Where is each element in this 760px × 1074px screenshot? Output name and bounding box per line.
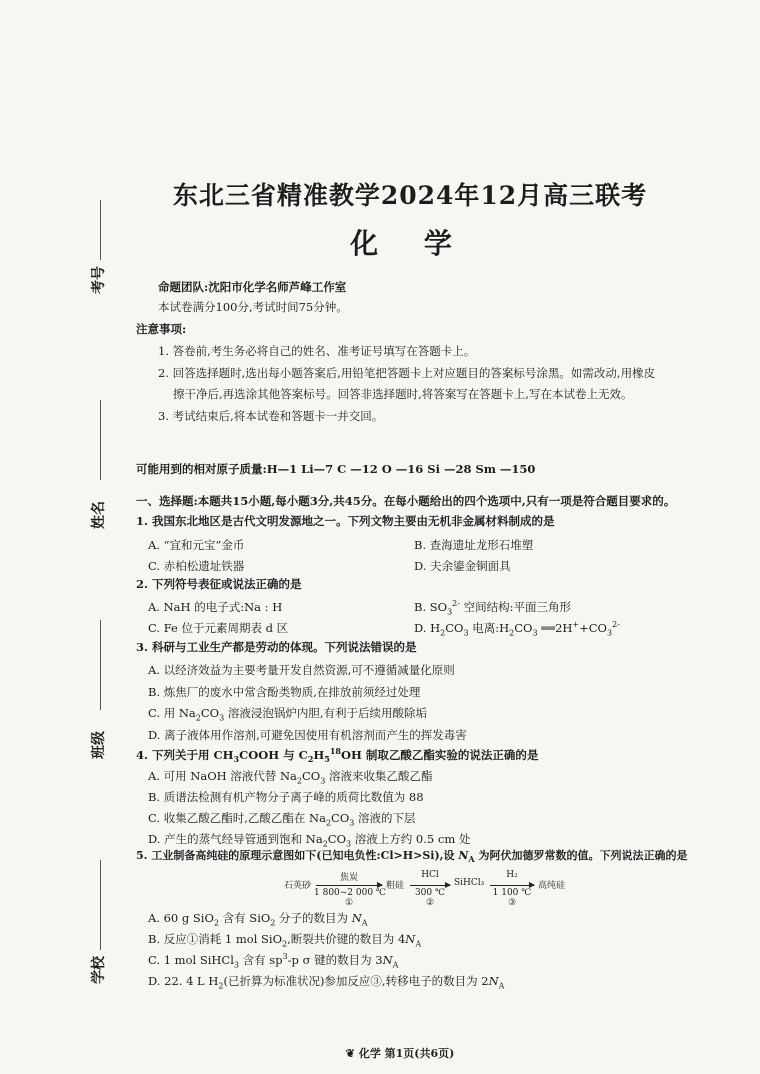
note-2a: 2. 回答选择题时,选出每小题答案后,用铅笔把答题卡上对应题目的答案标号涂黑。如需改动,用橡皮 bbox=[158, 366, 656, 380]
q2-option-b: B. $SO_3^{2-}$ 空间结构:平面三角形 bbox=[414, 599, 571, 617]
q1-option-d: D. 夫余鎏金铜面具 bbox=[414, 559, 511, 573]
section-heading: 一、选择题:本题共15小题,每小题3分,共45分。在每小题给出的四个选项中,只有一项是符合题目要求的。 bbox=[136, 494, 676, 508]
q3-option-a: A. 以经济效益为主要考量开发自然资源,可不遵循减量化原则 bbox=[148, 663, 455, 677]
page-footer bbox=[0, 1045, 760, 1061]
q5-option-c: C. 1 mol SiHCl$_3$ 含有 $sp^3-p$ σ 键的数目为 $3N_A$ bbox=[148, 952, 399, 970]
note-2b: 擦干净后,再选涂其他答案标号。回答非选择题时,将答案写在答题卡上,写在本试卷上无效。 bbox=[173, 387, 633, 401]
flow-arrow-3 bbox=[490, 885, 534, 886]
flow-arrow-1 bbox=[316, 885, 382, 886]
side-label-class: 班级 bbox=[91, 731, 107, 759]
q3-option-b: B. 炼焦厂的废水中常含酚类物质,在排放前须经过处理 bbox=[148, 685, 421, 699]
author-team: 命题团队:沈阳市化学名师芦峰工作室 bbox=[158, 280, 347, 294]
side-label-school: 学校 bbox=[91, 956, 107, 984]
side-label-exam-no: 考号 bbox=[91, 266, 107, 294]
flow-cond-1-top: 焦炭 bbox=[339, 873, 358, 883]
flow-node-crude-si: 粗硅 bbox=[386, 881, 405, 891]
q3-option-d: D. 离子液体用作溶剂,可避免因使用有机溶剂而产生的挥发毒害 bbox=[148, 728, 467, 742]
footer-page-info: 化学 第1页(共6页) bbox=[358, 1047, 455, 1060]
flow-cond-2-top: HCl bbox=[421, 870, 439, 880]
q2-option-d: D. $H_2CO_3$ 电离$:H_2CO_3$ $══2H^++CO_3^{2-}$ bbox=[414, 620, 620, 638]
notes-title: 注意事项: bbox=[136, 322, 187, 336]
process-flow-diagram bbox=[284, 866, 574, 908]
q4-option-a: A. 可用 NaOH 溶液代替 $Na_2CO_3$ 溶液来收集乙酸乙酯 bbox=[148, 769, 433, 786]
q4-option-c: C. 收集乙酸乙酯时,乙酸乙酯在 $Na_2CO_3$ 溶液的下层 bbox=[148, 811, 416, 828]
flow-node-sihcl3: SiHCl₃ bbox=[454, 878, 485, 888]
flow-step-1: ① bbox=[344, 898, 354, 908]
atomic-masses: 可能用到的相对原子质量:H—1 Li—7 C —12 O —16 Si —28 Sm —150 bbox=[136, 462, 536, 476]
note-1: 1. 答卷前,考生务必将自己的姓名、准考证号填写在答题卡上。 bbox=[158, 344, 476, 358]
exam-subject: 化 学 bbox=[350, 227, 470, 260]
leaf-logo-icon: ❦ bbox=[345, 1047, 355, 1060]
question-2-stem: 2. 下列符号表征或说法正确的是 bbox=[136, 577, 302, 591]
flow-cond-3-top: H₂ bbox=[506, 870, 518, 880]
question-5-stem: 5. 工业制备高纯硅的原理示意图如下(已知电负性:Cl>H>Si),设 $N_A$ 为阿伏加德罗常数的值。下列说法正确的是 bbox=[136, 849, 688, 865]
question-1-stem: 1. 我国东北地区是古代文明发源地之一。下列文物主要由无机非金属材料制成的是 bbox=[136, 514, 555, 528]
question-4-stem: 4. 下列关于用 $CH_3COOH$ 与 $C_2H_5^{18}OH$ 制取乙酸乙酯实验的说法正确的是 bbox=[136, 746, 539, 765]
q1-option-b: B. 查海遗址龙形石堆塑 bbox=[414, 538, 534, 552]
flow-arrow-2 bbox=[410, 885, 450, 886]
binding-line bbox=[100, 860, 101, 950]
side-label-name: 姓名 bbox=[91, 501, 107, 529]
flow-step-2: ② bbox=[425, 898, 435, 908]
flow-node-quartz: 石英砂 bbox=[284, 881, 312, 891]
q1-option-c: C. 赤柏松遗址铁器 bbox=[148, 559, 245, 573]
q1-option-a: A. “宜和元宝”金币 bbox=[148, 538, 245, 552]
flow-step-3: ③ bbox=[507, 898, 517, 908]
question-3-stem: 3. 科研与工业生产都是劳动的体现。下列说法错误的是 bbox=[136, 640, 417, 654]
score-info: 本试卷满分100分,考试时间75分钟。 bbox=[158, 300, 348, 314]
q4-option-b: B. 质谱法检测有机产物分子离子峰的质荷比数值为 88 bbox=[148, 790, 424, 804]
q5-option-d: D. 22. 4 L $H_2$(已折算为标准状况)参加反应③,转移电子的数目为 $2N_A$ bbox=[148, 974, 505, 991]
q2-option-c: C. Fe 位于元素周期表 d 区 bbox=[148, 621, 289, 635]
flow-cond-1-bottom: 1 800~2 000 ℃ bbox=[314, 888, 386, 898]
q5-option-a: A. 60 g SiO$_2$ 含有 SiO$_2$ 分子的数目为 $N_A$ bbox=[148, 911, 368, 928]
binding-line bbox=[100, 400, 101, 480]
flow-cond-3-bottom: 1 100 ℃ bbox=[492, 888, 532, 898]
note-3: 3. 考试结束后,将本试卷和答题卡一并交回。 bbox=[158, 409, 384, 423]
flow-node-pure-si: 高纯硅 bbox=[538, 881, 566, 891]
binding-line bbox=[100, 620, 101, 710]
exam-title: 东北三省精准教学2024年12月高三联考 bbox=[172, 181, 648, 210]
q4-option-d: D. 产生的蒸气经导管通到饱和 $Na_2CO_3$ 溶液上方约 0.5 cm 处 bbox=[148, 832, 471, 849]
q3-option-c: C. 用 $Na_2CO_3$ 溶液浸泡锅炉内胆,有利于后续用酸除垢 bbox=[148, 706, 428, 723]
q2-option-a: A. NaH 的电子式:Na : H bbox=[148, 600, 283, 614]
flow-cond-2-bottom: 300 ℃ bbox=[414, 888, 446, 898]
q5-option-b: B. 反应①消耗 1 mol SiO$_2$,断裂共价键的数目为 $4N_A$ bbox=[148, 932, 422, 949]
